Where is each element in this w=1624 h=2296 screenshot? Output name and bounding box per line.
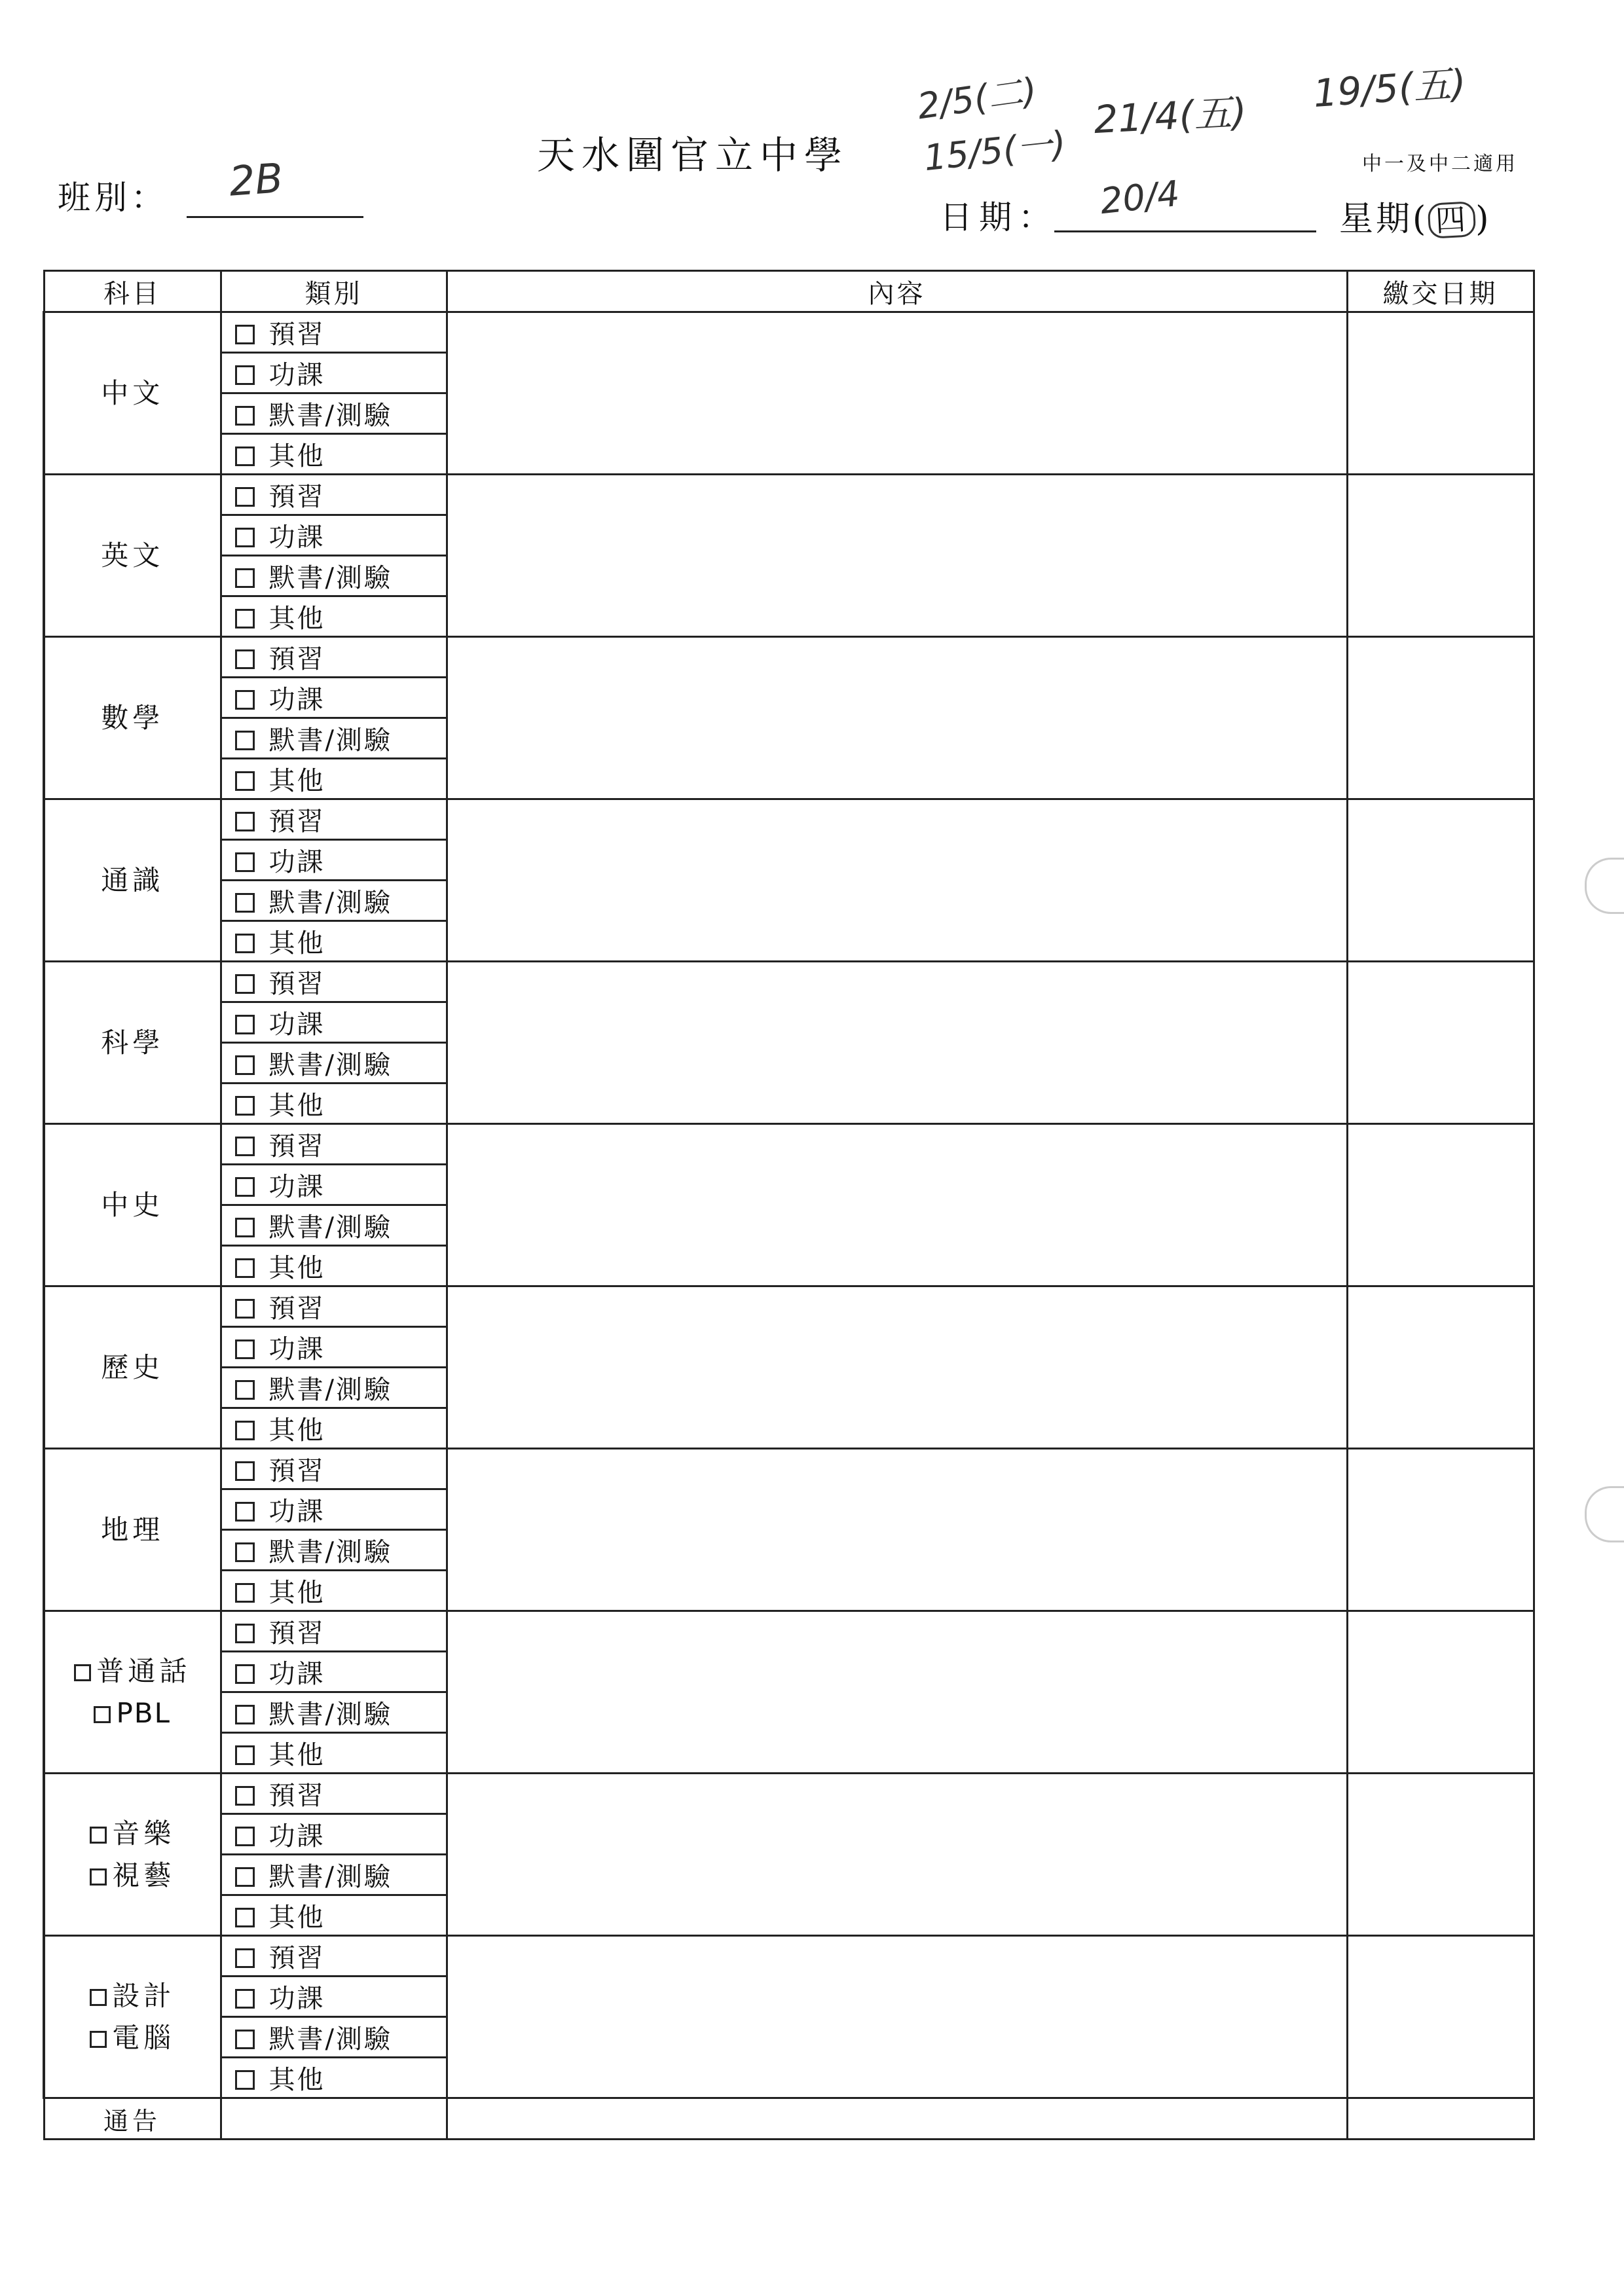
category-cell [221, 1327, 447, 1368]
subject-line [45, 1022, 220, 1064]
category-checkbox[interactable] [235, 406, 255, 426]
category-cell [221, 556, 447, 596]
category-label: 默書/測驗 [268, 1375, 392, 1405]
category-cell [221, 312, 447, 353]
subject-cell [44, 1449, 221, 1611]
weekday-close: ) [1475, 200, 1492, 239]
category-label: 其他 [268, 1091, 325, 1121]
category-checkbox[interactable] [235, 1177, 255, 1197]
due-date-cell[interactable] [1347, 475, 1534, 637]
category-cell [221, 596, 447, 637]
subject-line [45, 2017, 220, 2059]
subject-label: 科學 [101, 1026, 164, 1059]
category-label: 默書/測驗 [268, 725, 392, 756]
category-label: 默書/測驗 [268, 1050, 392, 1080]
category-checkbox[interactable] [235, 974, 255, 994]
subject-cell [44, 962, 221, 1124]
subject-checkbox[interactable] [74, 1664, 91, 1681]
subject-checkbox[interactable] [90, 2031, 107, 2048]
category-checkbox[interactable] [235, 1786, 255, 1806]
category-cell [221, 962, 447, 1002]
category-label: 其他 [268, 1903, 325, 1933]
category-label: 默書/測驗 [268, 1862, 392, 1892]
weekday-value[interactable]: 四 [1428, 201, 1477, 239]
content-cell[interactable] [447, 962, 1347, 1124]
subject-line [45, 1975, 220, 2017]
subject-cell [44, 1611, 221, 1774]
category-label: 功課 [268, 1659, 325, 1689]
category-label: 功課 [268, 1010, 325, 1040]
category-checkbox[interactable] [235, 1380, 255, 1400]
category-checkbox[interactable] [235, 852, 255, 872]
subject-checkbox[interactable] [90, 1989, 107, 2006]
category-cell [221, 1165, 447, 1205]
content-header: 內容 [447, 271, 1347, 312]
category-cell [221, 2058, 447, 2098]
subject-line [45, 1347, 220, 1389]
punch-hole-mark [1585, 858, 1624, 914]
subject-label: 中史 [101, 1188, 164, 1221]
category-cell [221, 799, 447, 840]
category-label: 預習 [268, 482, 325, 512]
category-label: 默書/測驗 [268, 563, 392, 593]
category-cell [221, 1692, 447, 1733]
subject-cell [44, 1936, 221, 2098]
content-cell[interactable] [447, 1449, 1347, 1611]
table-row [44, 312, 1534, 353]
subject-label: 地理 [101, 1513, 164, 1546]
subject-cell [44, 799, 221, 962]
category-label: 功課 [268, 360, 325, 390]
category-checkbox[interactable] [235, 1218, 255, 1237]
handwritten-date: 21/4(五) [1092, 89, 1248, 143]
handwritten-date: 19/5(五) [1312, 60, 1467, 117]
subject-label: 設計 [112, 1979, 175, 2012]
category-checkbox[interactable] [235, 1421, 255, 1440]
category-cell [221, 1489, 447, 1530]
subject-line [45, 535, 220, 577]
subject-cell [44, 475, 221, 637]
category-cell [221, 678, 447, 718]
content-cell[interactable] [447, 637, 1347, 799]
due-date-cell[interactable] [1347, 962, 1534, 1124]
category-checkbox[interactable] [235, 1137, 255, 1156]
category-label: 功課 [268, 1497, 325, 1527]
category-cell [221, 1936, 447, 1977]
punch-hole-mark [1585, 1486, 1624, 1542]
category-cell [221, 718, 447, 759]
category-label: 預習 [268, 319, 325, 350]
school-name: 天水圍官立中學 [537, 133, 849, 177]
category-cell [221, 475, 447, 515]
category-cell [221, 881, 447, 921]
category-label: 其他 [268, 441, 325, 471]
subject-line [45, 1509, 220, 1551]
notice-category-cell[interactable] [221, 2098, 447, 2140]
category-cell [221, 637, 447, 678]
category-cell [221, 1449, 447, 1489]
subject-line [45, 373, 220, 414]
table-header-row [44, 271, 1534, 312]
weekday-label: 星期( [1339, 200, 1429, 239]
category-checkbox[interactable] [235, 609, 255, 629]
subject-checkbox[interactable] [90, 1827, 107, 1844]
content-cell[interactable] [447, 312, 1347, 475]
category-cell [221, 515, 447, 556]
due-date-cell[interactable] [1347, 1611, 1534, 1774]
content-cell[interactable] [447, 1936, 1347, 2098]
due-date-cell[interactable] [1347, 312, 1534, 475]
content-cell[interactable] [447, 475, 1347, 637]
category-label: 其他 [268, 604, 325, 634]
handwritten-date: 15/5(一) [921, 122, 1068, 179]
class-value[interactable]: 2B [227, 154, 285, 206]
category-cell [221, 1977, 447, 2017]
category-label: 預習 [268, 807, 325, 837]
content-cell[interactable] [447, 1774, 1347, 1936]
subject-line [45, 1184, 220, 1226]
category-label: 其他 [268, 2065, 325, 2095]
category-label: 默書/測驗 [268, 401, 392, 431]
category-checkbox[interactable] [235, 771, 255, 791]
subject-header: 科目 [44, 271, 221, 312]
category-cell [221, 1368, 447, 1408]
category-checkbox[interactable] [235, 1624, 255, 1643]
category-label: 預習 [268, 969, 325, 999]
category-cell [221, 1084, 447, 1124]
weekday-field [1339, 191, 1492, 240]
category-label: 其他 [268, 766, 325, 796]
handwritten-date: 2/5(二) [915, 69, 1040, 128]
applies-to-note: 中一及中二適用 [1362, 153, 1518, 175]
category-label: 功課 [268, 685, 325, 715]
category-cell [221, 1530, 447, 1571]
category-checkbox[interactable] [235, 934, 255, 953]
subject-cell [44, 1124, 221, 1286]
category-cell [221, 2017, 447, 2058]
subject-line [45, 860, 220, 902]
category-cell [221, 1814, 447, 1855]
category-label: 其他 [268, 1578, 325, 1608]
category-cell [221, 1855, 447, 1895]
category-checkbox[interactable] [235, 1705, 255, 1724]
category-label: 默書/測驗 [268, 1700, 392, 1730]
notice-due-cell[interactable] [1347, 2098, 1534, 2140]
table-row [44, 475, 1534, 515]
subject-cell [44, 1774, 221, 1936]
subject-label: 英文 [101, 539, 164, 572]
category-label: 默書/測驗 [268, 1537, 392, 1567]
date-value[interactable]: 20/4 [1098, 172, 1182, 223]
subject-cell [44, 637, 221, 799]
category-label: 功課 [268, 1984, 325, 2014]
category-cell [221, 1124, 447, 1165]
category-checkbox[interactable] [235, 1339, 255, 1359]
category-checkbox[interactable] [235, 2030, 255, 2049]
subject-label: PBL [116, 1696, 172, 1729]
content-cell[interactable] [447, 799, 1347, 962]
class-field-line [187, 216, 363, 218]
category-checkbox[interactable] [235, 2070, 255, 2090]
subject-label: 中文 [101, 376, 164, 409]
subject-label: 視藝 [112, 1859, 175, 1891]
table-row [44, 962, 1534, 1002]
class-label: 班別： [58, 179, 168, 217]
category-checkbox[interactable] [235, 487, 255, 507]
subject-line [45, 1650, 220, 1692]
category-cell [221, 1652, 447, 1692]
category-checkbox[interactable] [235, 1461, 255, 1481]
due-date-cell[interactable] [1347, 1286, 1534, 1449]
category-checkbox[interactable] [235, 1096, 255, 1116]
category-label: 其他 [268, 1740, 325, 1770]
category-checkbox[interactable] [235, 1989, 255, 2009]
subject-label: 音樂 [112, 1817, 175, 1850]
category-label: 功課 [268, 522, 325, 553]
subject-line [45, 1855, 220, 1897]
table-row [44, 637, 1534, 678]
notice-row [44, 2098, 1534, 2140]
table-body [44, 312, 1534, 2098]
category-label: 預習 [268, 644, 325, 674]
category-checkbox[interactable] [235, 446, 255, 466]
category-checkbox[interactable] [235, 690, 255, 710]
category-checkbox[interactable] [235, 1583, 255, 1603]
table-row [44, 1449, 1534, 1489]
category-label: 功課 [268, 1172, 325, 1202]
category-label: 預習 [268, 1781, 325, 1811]
category-checkbox[interactable] [235, 1908, 255, 1927]
category-checkbox[interactable] [235, 1055, 255, 1075]
category-label: 其他 [268, 1415, 325, 1446]
category-label: 預習 [268, 1943, 325, 1973]
category-cell [221, 1043, 447, 1084]
date-label: 日期： [940, 198, 1058, 236]
table-row [44, 1611, 1534, 1652]
subject-label: 普通話 [96, 1654, 191, 1687]
category-label: 預習 [268, 1131, 325, 1161]
table-row [44, 1936, 1534, 1977]
category-label: 默書/測驗 [268, 2024, 392, 2054]
category-checkbox[interactable] [235, 1948, 255, 1968]
category-checkbox[interactable] [235, 1258, 255, 1278]
due-date-cell[interactable] [1347, 799, 1534, 962]
notice-content-cell[interactable] [447, 2098, 1347, 2140]
category-checkbox[interactable] [235, 568, 255, 588]
content-cell[interactable] [447, 1611, 1347, 1774]
category-cell [221, 353, 447, 393]
table-row [44, 1286, 1534, 1327]
subject-line [45, 1692, 220, 1734]
category-cell [221, 759, 447, 799]
due-date-cell[interactable] [1347, 1124, 1534, 1286]
due-date-cell[interactable] [1347, 637, 1534, 799]
category-label: 預習 [268, 1618, 325, 1649]
subject-cell [44, 312, 221, 475]
subject-label: 通識 [101, 864, 164, 896]
category-label: 默書/測驗 [268, 888, 392, 918]
subject-checkbox[interactable] [94, 1706, 111, 1723]
category-checkbox[interactable] [235, 1502, 255, 1522]
subject-label: 電腦 [112, 2021, 175, 2054]
due-date-cell[interactable] [1347, 1936, 1534, 2098]
category-cell [221, 434, 447, 475]
category-cell [221, 1205, 447, 1246]
due-date-cell[interactable] [1347, 1774, 1534, 1936]
subject-cell [44, 1286, 221, 1449]
category-checkbox[interactable] [235, 1867, 255, 1887]
category-cell [221, 1774, 447, 1814]
category-label: 默書/測驗 [268, 1212, 392, 1243]
category-checkbox[interactable] [235, 1542, 255, 1562]
category-label: 其他 [268, 1253, 325, 1283]
category-checkbox[interactable] [235, 893, 255, 913]
category-checkbox[interactable] [235, 731, 255, 750]
category-cell [221, 1571, 447, 1611]
category-label: 功課 [268, 1821, 325, 1851]
category-label: 功課 [268, 847, 325, 877]
category-label: 功課 [268, 1334, 325, 1364]
category-cell [221, 1002, 447, 1043]
table-row [44, 799, 1534, 840]
category-checkbox[interactable] [235, 1299, 255, 1319]
subject-label: 歷史 [101, 1351, 164, 1383]
category-checkbox[interactable] [235, 812, 255, 831]
due-date-header: 繳交日期 [1347, 271, 1534, 312]
category-checkbox[interactable] [235, 325, 255, 344]
content-cell[interactable] [447, 1286, 1347, 1449]
category-checkbox[interactable] [235, 649, 255, 669]
category-cell [221, 1408, 447, 1449]
category-cell [221, 1895, 447, 1936]
category-cell [221, 1246, 447, 1286]
category-checkbox[interactable] [235, 1664, 255, 1684]
table-row [44, 1774, 1534, 1814]
due-date-cell[interactable] [1347, 1449, 1534, 1611]
table-row [44, 1124, 1534, 1165]
category-checkbox[interactable] [235, 528, 255, 547]
category-label: 預習 [268, 1294, 325, 1324]
category-label: 預習 [268, 1456, 325, 1486]
category-cell [221, 1611, 447, 1652]
category-cell [221, 1733, 447, 1774]
category-cell [221, 921, 447, 962]
category-cell [221, 1286, 447, 1327]
category-checkbox[interactable] [235, 365, 255, 385]
category-checkbox[interactable] [235, 1827, 255, 1846]
category-label: 其他 [268, 928, 325, 958]
date-field-line [1054, 230, 1316, 232]
subject-label: 數學 [101, 701, 164, 734]
content-cell[interactable] [447, 1124, 1347, 1286]
category-checkbox[interactable] [235, 1015, 255, 1034]
category-header: 類別 [221, 271, 447, 312]
subject-line [45, 1813, 220, 1855]
category-cell [221, 393, 447, 434]
category-cell [221, 840, 447, 881]
category-checkbox[interactable] [235, 1745, 255, 1765]
subject-checkbox[interactable] [90, 1868, 107, 1886]
notice-label: 通告 [44, 2098, 221, 2140]
homework-table [43, 270, 1535, 2140]
subject-line [45, 697, 220, 739]
